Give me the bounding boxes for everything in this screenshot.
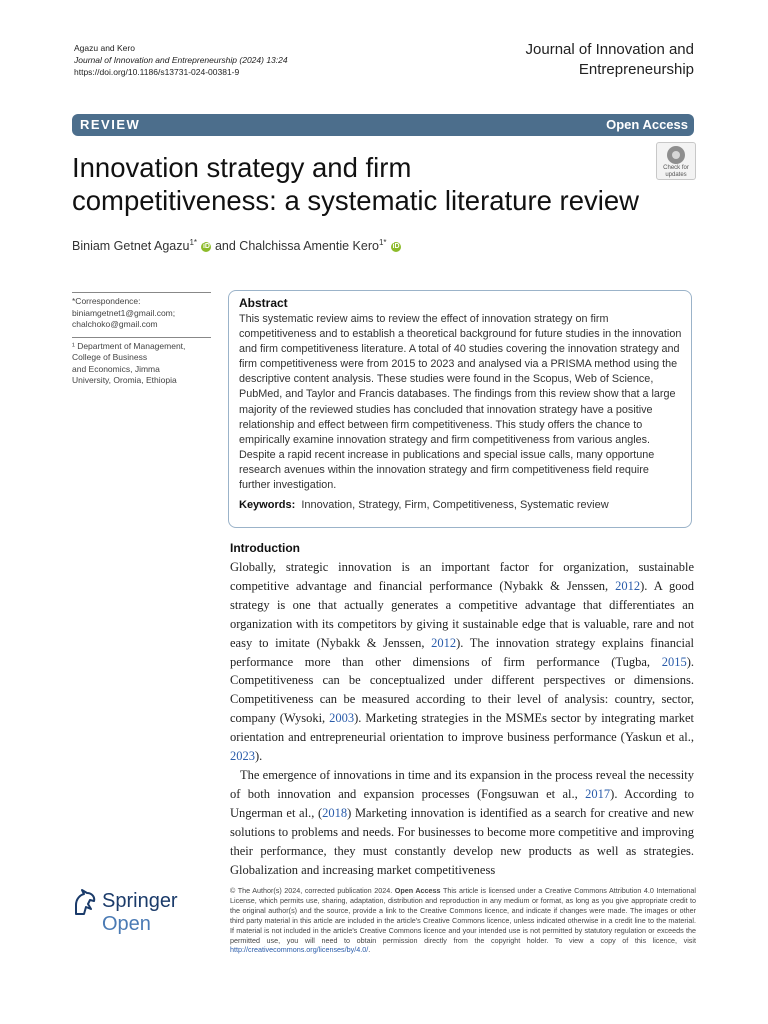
keywords-list: Innovation, Strategy, Firm, Competitiveness, Systematic review [301, 499, 609, 512]
citation-link[interactable]: 2012 [431, 635, 457, 650]
check-updates-line1: Check for [663, 165, 689, 171]
check-updates-line2: updates [665, 172, 687, 178]
body-text [230, 558, 694, 879]
journal-citation: Journal of Innovation and Entrepreneurship (2024) 13:24 [74, 55, 288, 65]
citation-link[interactable]: 2023 [230, 749, 255, 764]
title-line1: Innovation strategy and firm [72, 152, 412, 183]
correspondence-label: *Correspondence: [72, 296, 141, 306]
affiliation-line: ¹ Department of Management, [72, 340, 186, 351]
journal-name-line1: Journal of Innovation and [525, 41, 694, 58]
article-title [72, 151, 662, 217]
abstract-heading: Abstract [239, 296, 288, 310]
license-link[interactable]: http://creativecommons.org/licenses/by/4.0/ [230, 945, 369, 955]
open-access-label: Open Access [606, 117, 688, 132]
article-type-band [72, 114, 694, 136]
abstract-box [228, 290, 692, 528]
email-link-1[interactable]: biniamgetnet1@gmail.com; [72, 307, 176, 318]
section-heading-introduction: Introduction [230, 541, 300, 555]
article-type-label: REVIEW [80, 117, 141, 132]
paragraph-1: Globally, strategic innovation is an important factor for organization, sustainable competitive advantage and financial performance (Nybakk & Jenssen, 2012). A good strategy is one that actually generates a competitive advantage that differentiates an organization with its competitors by giving it sustainable edge that is valuable, rare and not easy to imitate (Nybakk & Jenssen, 2012). The innovation strategy explains financial performance more than other dimensions of firm performance (Tugba, 2015). Competitiveness can be conceptualized under different perspectives or dimensions. Competitiveness can be measured according to their level of analysis: country, sector, company (Wysoki, 2003). Marketing strategies in the MSMEs sector by integrating market orientation and entrepreneurial orientation to improve business performance (Yaskun et al., 2023). [230, 560, 695, 764]
author-2[interactable]: Chalchissa Amentie Kero [239, 239, 379, 254]
running-header [74, 42, 288, 78]
orcid-icon[interactable]: iD [392, 242, 400, 250]
title-line2: competitiveness: a systematic literature review [72, 185, 640, 216]
orcid-icon[interactable]: iD [202, 242, 210, 250]
author-2-affil: 1* [378, 238, 387, 247]
affiliation [72, 337, 211, 387]
license-statement: © The Author(s) 2024, corrected publication 2024. Open Access This article is licensed under a Creative Commons Attribution 4.0 International License, which permits use, sharing, adaptation, distribution and reproduction in any medium or format, as long as you give appropriate credit to the original author(s) and the source, provide a link to the Creative Commons licence, and indicate if changes were made. The images or other third party material in this article are included in the article's Creative Commons licence, unless indicated otherwise in a credit line to the material. If material is not included in the article's Creative Commons licence and your intended use is not permitted by statutory regulation or exceeds the permitted use, you will need to obtain permission directly from the copyright holder. To view a copy of this licence, visit http://creativecommons.org/licenses/by/4.0/. [230, 886, 696, 955]
divider [72, 292, 211, 293]
email-link-2[interactable]: chalchoko@gmail.com [72, 319, 158, 329]
affiliation-line: and Economics, Jimma [72, 363, 160, 374]
logo-word-springer: Springer [102, 890, 178, 912]
check-updates-icon [667, 146, 685, 164]
running-authors: Agazu and Kero [74, 43, 135, 53]
keywords-label: Keywords: [239, 499, 296, 512]
citation-link[interactable]: 2015 [661, 654, 687, 669]
license-open-access: Open Access [394, 886, 441, 895]
author-conjunction: and [211, 239, 240, 254]
divider [72, 337, 211, 338]
citation-link[interactable]: 2012 [615, 578, 641, 593]
author-1[interactable]: Biniam Getnet Agazu [72, 239, 190, 254]
citation-link[interactable]: 2018 [322, 805, 348, 820]
check-for-updates-badge[interactable] [656, 142, 696, 180]
author-1-affil: 1* [189, 238, 197, 247]
citation-link[interactable]: 2003 [329, 711, 355, 726]
affiliation-line: College of Business [72, 352, 148, 362]
doi-link[interactable]: https://doi.org/10.1186/s13731-024-00381-9 [74, 67, 240, 77]
journal-name-line2: Entrepreneurship [578, 61, 694, 78]
journal-name [526, 40, 694, 80]
logo-word-open: Open [102, 913, 151, 935]
citation-link[interactable]: 2017 [585, 786, 611, 801]
springer-horse-icon [72, 887, 98, 917]
correspondence-sidebar [72, 292, 211, 387]
author-list [72, 238, 401, 253]
affiliation-line: University, Oromia, Ethiopia [72, 375, 177, 385]
keywords [239, 499, 682, 511]
springer-open-logo[interactable] [72, 885, 222, 935]
paragraph-2: The emergence of innovations in time and its expansion in the process reveal the necessity of both innovation and expansion processes (Fongsuwan et al., 2017). According to Ungerman et al., (2018) Marketing innovation is identified as a search for creative and new solutions to problems and needs. For businesses to become more competitive and improving their performance, they must constantly develop new products as well as strategies. Globalization and increasing market competitiveness [230, 767, 694, 877]
abstract-text: This systematic review aims to review the effect of innovation strategy on firm competitiveness and to establish a theoretical background for future studies in the innovation and firm competitiveness literature. A total of 40 studies covering the innovation strategy and firm competitiveness were from 2015 to 2023 and analysed via a PRISMA method using the descriptive content analysis. These studies were found in the Scopus, Web of Science, PubMed, and Taylor and Francis databases. The findings from this review show that a large majority of the reviewed studies has concluded that innovation strategy have a positive relationship and effect between firm competitiveness. This study offers the chance to empirically examine innovation strategy and firm competitiveness from various angles. Despite a rapid recent increase in publications and special issue calls, many opportune research avenues within the innovation strategy and firm competitiveness field require further investigation. [239, 313, 682, 492]
